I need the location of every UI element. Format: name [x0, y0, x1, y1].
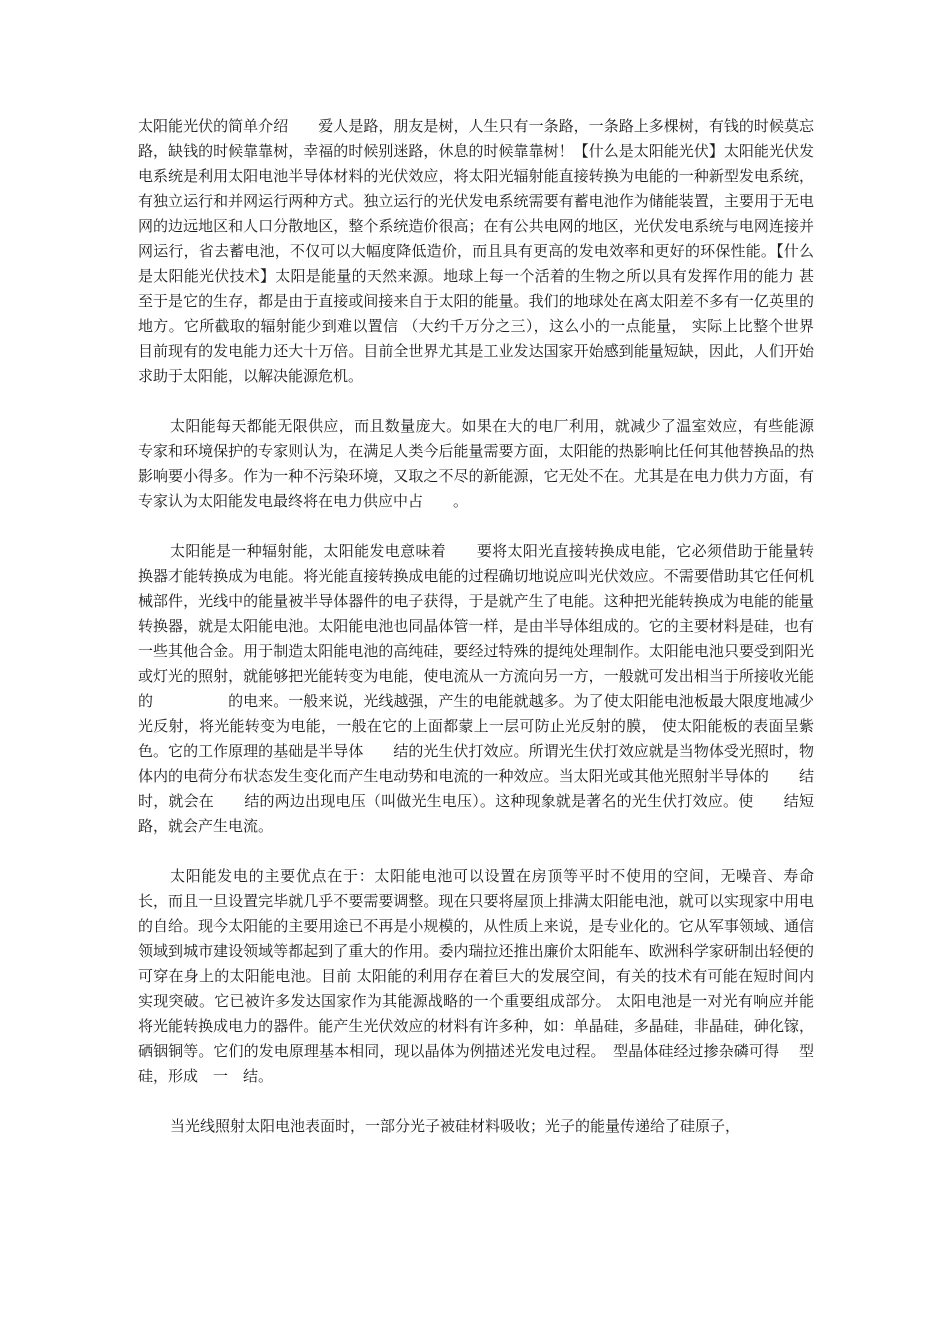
paragraph-advantages: 太阳能发电的主要优点在于：太阳能电池可以设置在房顶等平时不使用的空间，无噪音、寿命长，而且一旦设置完毕就几乎不要需要调整。现在只要将屋顶上排满太阳能电池，就可以实现家中用电的自给。现今太阳能的主要用途已不再是小规模的，从性质上来说，是专业化的。它从军事领域、通信领域到城市建设领域等都起到了重大的作用。委内瑞拉还推出廉价太阳能车、欧洲科学家研制出轻便的可穿在身上的太阳能电池。目前 太阳能的利用存在着巨大的发展空间，有关的技术有可能在短时间内实现突破。它已被许多发达国家作为其能源战略的一个重要组成部分。 太阳电池是一对光有响应并能将光能转换成电力的器件。能产生光伏效应的材料有许多种，如：单晶硅，多晶硅，非晶硅，砷化镓，硒铟铜等。它们的发电原理基本相同，现以晶体为例描述光发电过程。 型晶体硅经过掺杂磷可得 型硅，形成 一 结。: [138, 867, 814, 1085]
paragraph-photovoltaic-effect: 太阳能是一种辐射能，太阳能发电意味着 要将太阳光直接转换成电能，它必须借助于能量转换器才能转换成为电能。将光能直接转换成电能的过程确切地说应叫光伏效应。不需要借助其它任何机械部件，光线中的能量被半导体器件的电子获得，于是就产生了电能。这种把光能转换成为电能的能量转换器，就是太阳能电池。太阳能电池也同晶体管一样，是由半导体组成的。它的主要材料是硅，也有一些其他合金。用于制造太阳能电池的高纯硅，要经过特殊的提纯处理制作。太阳能电池只要受到阳光或灯光的照射，就能够把光能转变为电能，使电流从一方流向另一方，一般就可发出相当于所接收光能的 的电来。一般来说，光线越强，产生的电能就越多。为了使太阳能电池板最大限度地减少光反射，将光能转变为电能，一般在它的上面都蒙上一层可防止光反射的膜， 使太阳能板的表面呈紫色。它的工作原理的基础是半导体 结的光生伏打效应。所谓光生伏打效应就是当物体受光照时，物体内的电荷分布状态发生变化而产生电动势和电流的一种效应。当太阳光或其他光照射半导体的 结时，就会在 结的两边出现电压（叫做光生电压）。这种现象就是著名的光生伏打效应。使 结短路，就会产生电流。: [138, 542, 814, 835]
document-page: [138, 114, 814, 1139]
paragraph-intro: 太阳能光伏的简单介绍 爱人是路，朋友是树，人生只有一条路，一条路上多棵树，有钱的时候莫忘路，缺钱的时候靠靠树，幸福的时候别迷路，休息的时候靠靠树！【什么是太阳能光伏】太阳能光伏发电系统是利用太阳电池半导体材料的光伏效应，将太阳光辐射能直接转换为电能的一种新型发电系统，有独立运行和并网运行两种方式。独立运行的光伏发电系统需要有蓄电池作为储能装置，主要用于无电网的边远地区和人口分散地区，整个系统造价很高；在有公共电网的地区，光伏发电系统与电网连接并网运行，省去蓄电池，不仅可以大幅度降低造价，而且具有更高的发电效率和更好的环保性能。【什么是太阳能光伏技术】太阳是能量的天然来源。地球上每一个活着的生物之所以具有发挥作用的能力 甚至于是它的生存，都是由于直接或间接来自于太阳的能量。我们的地球处在离太阳差不多有一亿英里的地方。它所截取的辐射能少到难以置信 （大约千万分之三），这么小的一点能量， 实际上比整个世界目前现有的发电能力还大十万倍。目前全世界尤其是工业发达国家开始感到能量短缺，因此，人们开始求助于太阳能，以解决能源危机。: [138, 117, 814, 385]
paragraph-light-absorption: 当光线照射太阳电池表面时，一部分光子被硅材料吸收；光子的能量传递给了硅原子，: [170, 1117, 741, 1135]
paragraph-solar-supply: 太阳能每天都能无限供应，而且数量庞大。如果在大的电厂利用，就减少了温室效应，有些能源专家和环境保护的专家则认为，在满足人类今后能量需要方面，太阳能的热影响比任何其他替换品的热影响要小得多。作为一种不污染环境，又取之不尽的新能源，它无处不在。尤其是在电力供力方面，有专家认为太阳能发电最终将在电力供应中占 。: [138, 417, 814, 510]
